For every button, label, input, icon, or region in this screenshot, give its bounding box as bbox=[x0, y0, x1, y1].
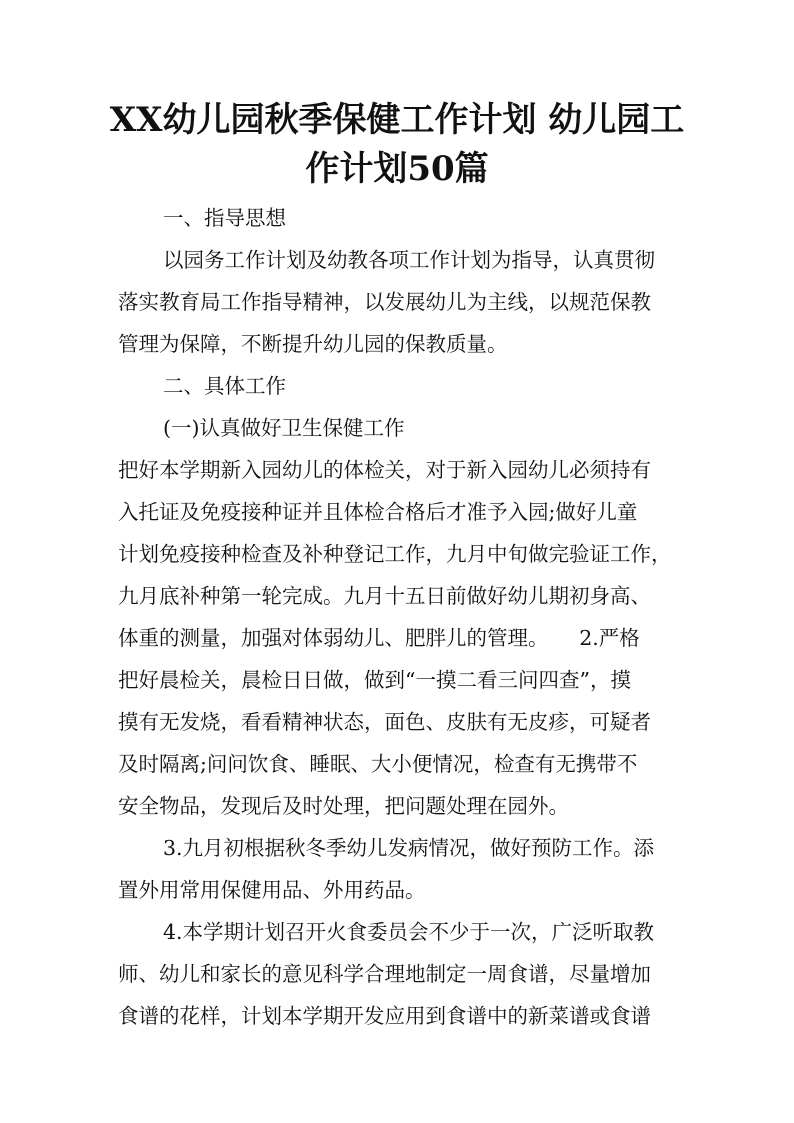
paragraph-line: 计划免疫接种检查及补种登记工作，九月中旬做完验证工作， bbox=[118, 542, 672, 566]
paragraph-line: 体重的测量，加强对体弱幼儿、肥胖儿的管理。 2.严格 bbox=[118, 626, 640, 650]
paragraph-line: 以园务工作计划及幼教各项工作计划为指导，认真贯彻 bbox=[163, 248, 655, 272]
paragraph-line: 安全物品，发现后及时处理，把问题处理在园外。 bbox=[118, 794, 569, 818]
paragraph-line: 落实教育局工作指导精神，以发展幼儿为主线，以规范保教 bbox=[118, 290, 651, 314]
section-heading-guiding-ideology: 一、指导思想 bbox=[163, 206, 286, 230]
subsection-heading: (一)认真做好卫生保健工作 bbox=[163, 416, 405, 440]
section-heading-specific-work: 二、具体工作 bbox=[163, 374, 286, 398]
title-line-1: XX幼儿园秋季保健工作计划 幼儿园工 bbox=[109, 100, 685, 140]
paragraph-line: 4.本学期计划召开火食委员会不少于一次，广泛听取教 bbox=[163, 920, 655, 944]
paragraph-line: 置外用常用保健用品、外用药品。 bbox=[118, 878, 426, 902]
paragraph-line: 把好晨检关，晨检日日做，做到“一摸二看三问四查”，摸 bbox=[118, 668, 631, 692]
paragraph-line: 把好本学期新入园幼儿的体检关，对于新入园幼儿必须持有 bbox=[118, 458, 651, 482]
paragraph-line: 师、幼儿和家长的意见科学合理地制定一周食谱，尽量增加 bbox=[118, 962, 651, 986]
paragraph-line: 九月底补种第一轮完成。九月十五日前做好幼儿期初身高、 bbox=[118, 584, 651, 608]
paragraph-line: 食谱的花样，计划本学期开发应用到食谱中的新菜谱或食谱 bbox=[118, 1004, 651, 1028]
document-title bbox=[60, 96, 734, 194]
paragraph-line: 入托证及免疫接种证并且体检合格后才准予入园;做好儿童 bbox=[118, 500, 638, 524]
paragraph-line: 摸有无发烧，看看精神状态，面色、皮肤有无皮疹，可疑者 bbox=[118, 710, 651, 734]
title-line-2: 作计划50篇 bbox=[305, 149, 489, 189]
paragraph-line: 及时隔离;问问饮食、睡眠、大小便情况，检查有无携带不 bbox=[118, 752, 638, 776]
paragraph-line: 管理为保障，不断提升幼儿园的保教质量。 bbox=[118, 332, 508, 356]
paragraph-line: 3.九月初根据秋冬季幼儿发病情况，做好预防工作。添 bbox=[163, 836, 655, 860]
